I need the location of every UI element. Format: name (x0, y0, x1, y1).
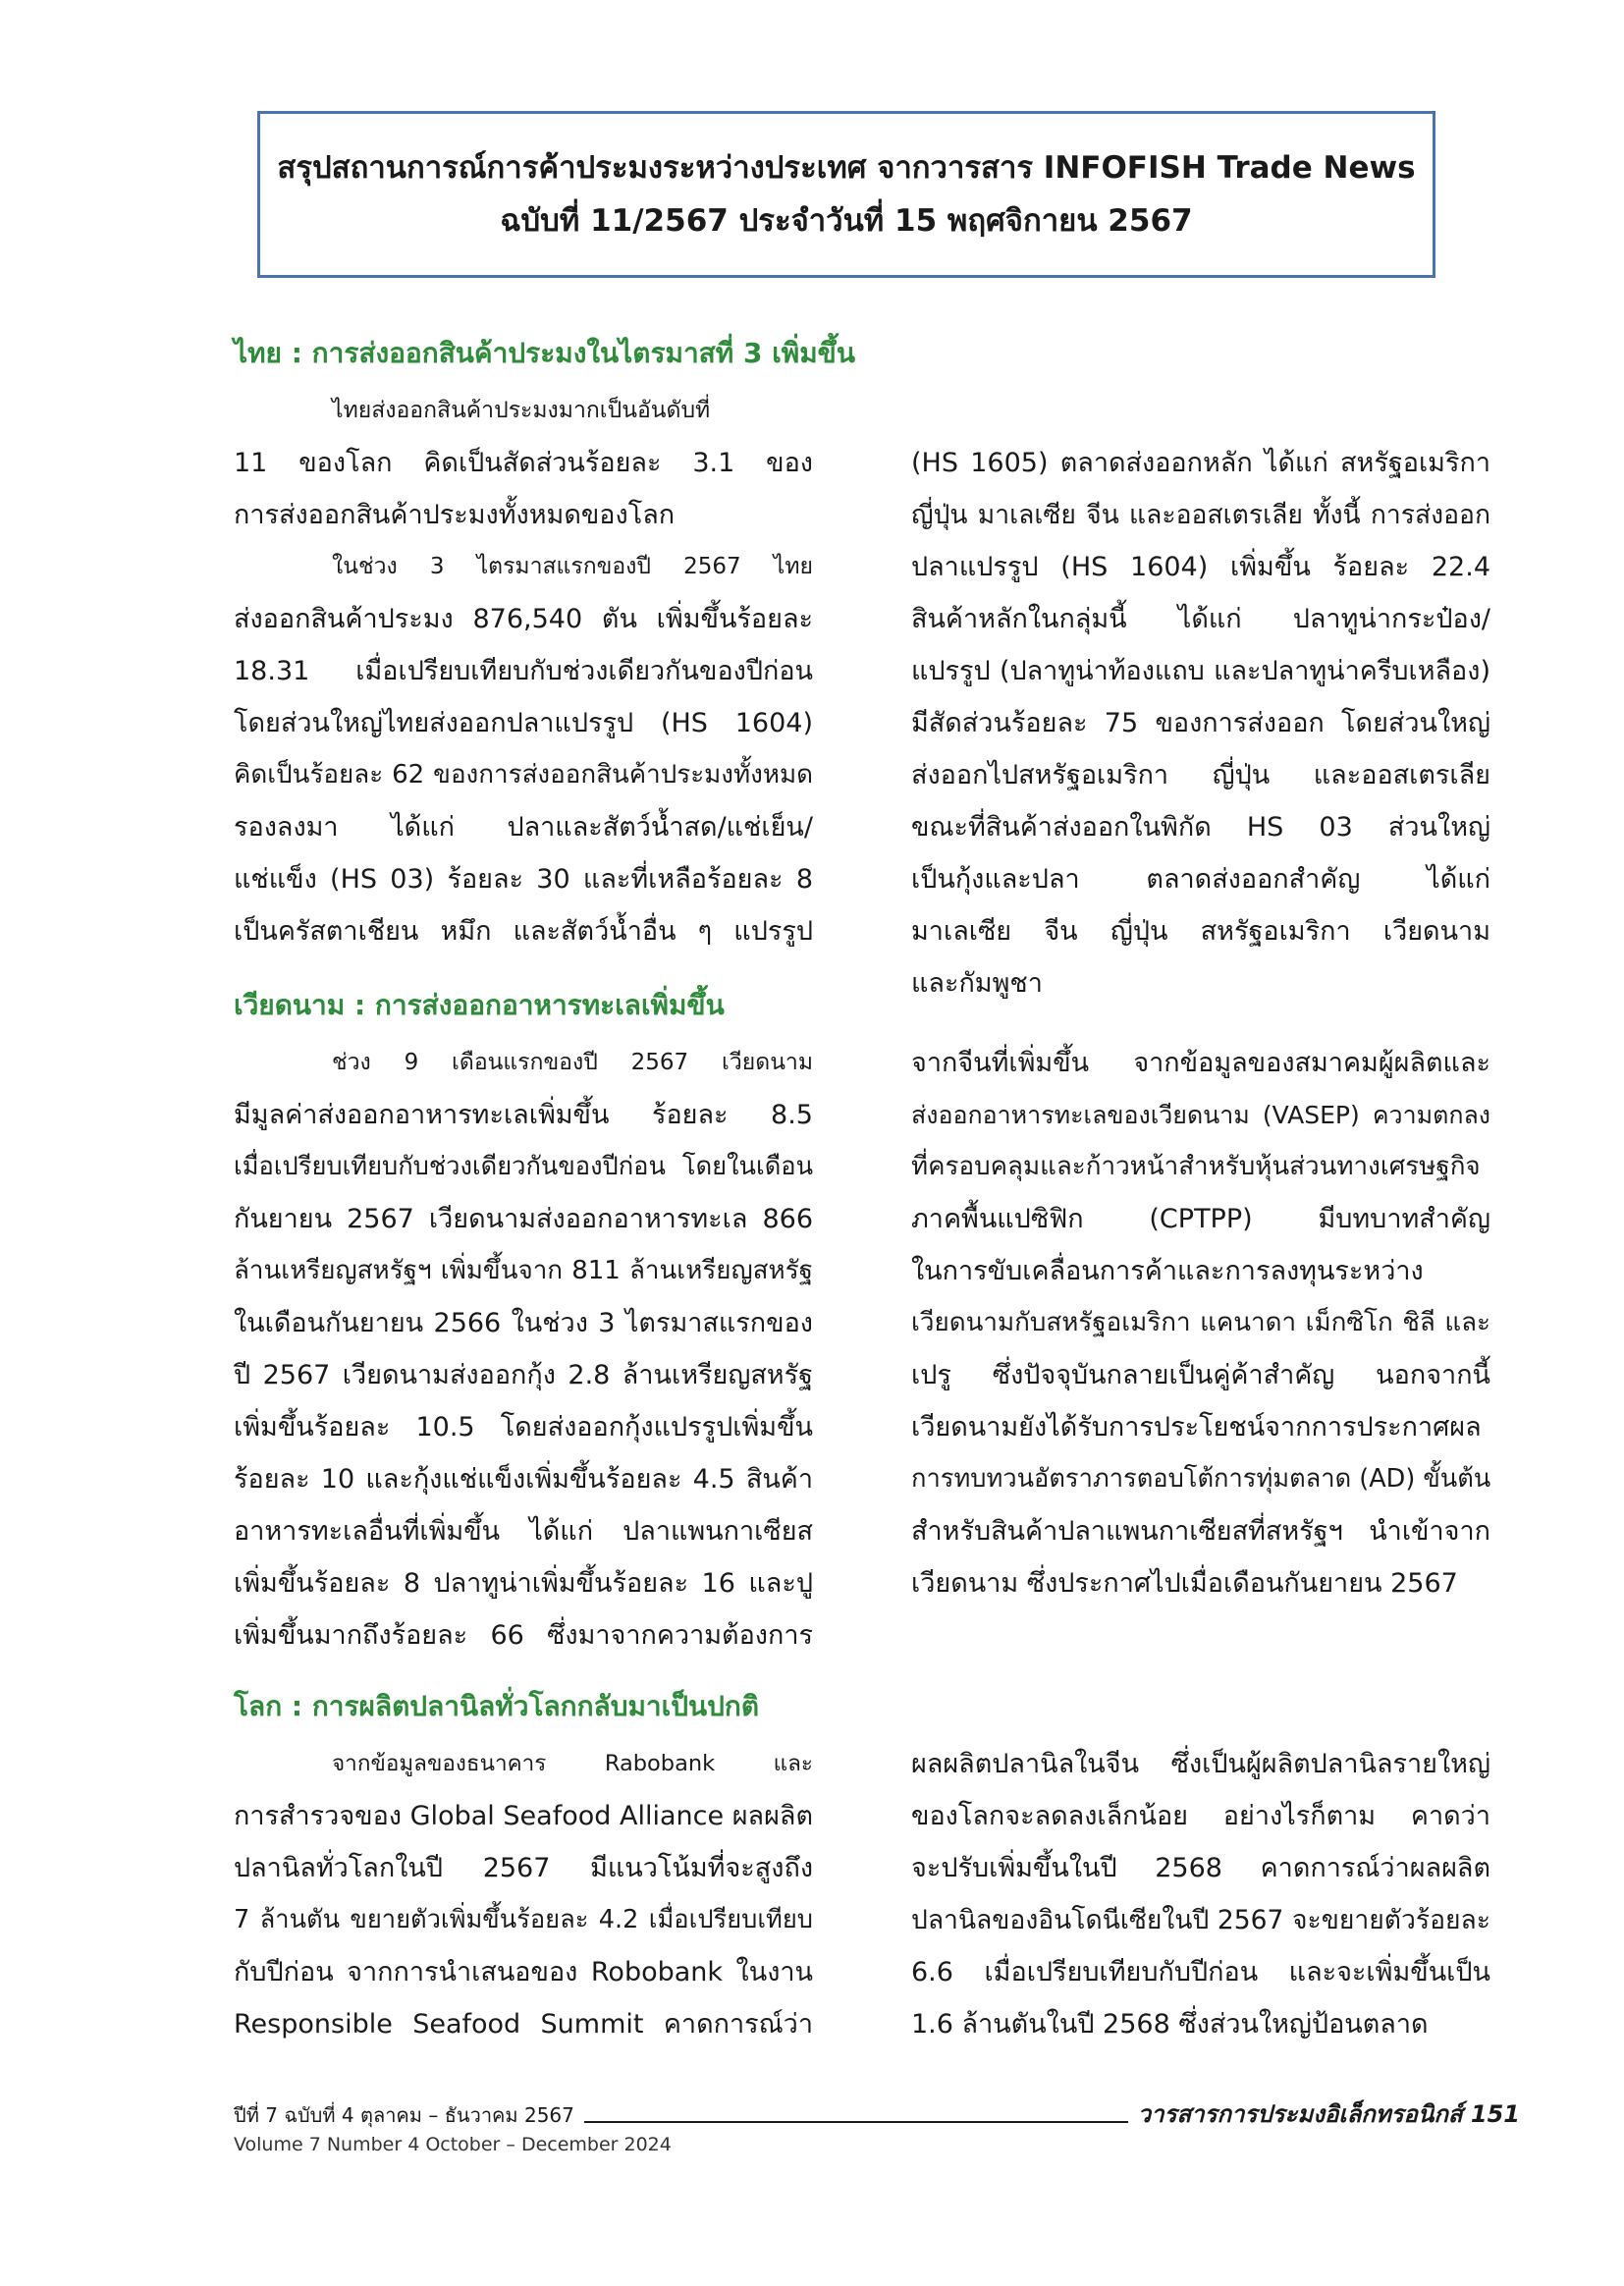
body-text-line: ร้อยละ 10 และกุ้งแช่แข็งเพิ่มขึ้นร้อยละ 4.5 สินค้า (234, 1464, 813, 1495)
body-text-line: เป็นครัสตาเชียน หมึก และสัตว์น้ำอื่น ๆ แปรรูป (234, 916, 813, 947)
body-text-line: โดยส่วนใหญ่ไทยส่งออกปลาแปรรูป (HS 1604) (234, 708, 813, 738)
body-text-line: 18.31 เมื่อเปรียบเทียบกับช่วงเดียวกันของปีก่อน (234, 656, 813, 686)
body-text-line: เพิ่มขึ้นร้อยละ 8 ปลาทูน่าเพิ่มขึ้นร้อยละ 16 และปู (234, 1568, 813, 1599)
body-text-line: คิดเป็นร้อยละ 62 ของการส่งออกสินค้าประมงทั้งหมด (234, 760, 813, 789)
body-text-line: เวียดนามยังได้รับการประโยชน์จากการประกาศผล (911, 1412, 1482, 1442)
page-footer (234, 2099, 1520, 2160)
body-text-line: ญี่ปุ่น มาเลเซีย จีน และออสเตรเลีย ทั้งนี้ การส่งออก (911, 500, 1490, 530)
body-text-line: ปี 2567 เวียดนามส่งออกกุ้ง 2.8 ล้านเหรียญสหรัฐ (234, 1360, 813, 1390)
section-heading: ไทย : การส่งออกสินค้าประมงในไตรมาสที่ 3 เพิ่มขึ้น (234, 337, 855, 369)
body-text-line: สำหรับสินค้าปลาแพนกาเซียสที่สหรัฐฯ นำเข้าจาก (911, 1516, 1490, 1547)
section-vietnam (234, 986, 1490, 1661)
document-title: สรุปสถานการณ์การค้าประมงระหว่างประเทศ จากวารสาร INFOFISH Trade News (277, 150, 1416, 186)
journal-name-page-number: วารสารการประมงอิเล็กทรอนิกส์ 151 (1137, 2100, 1520, 2128)
body-text-line: เวียดนามกับสหรัฐอเมริกา แคนาดา เม็กซิโก ชิลี และ (911, 1308, 1490, 1337)
body-text-line: แช่แข็ง (HS 03) ร้อยละ 30 และที่เหลือร้อยละ 8 (234, 864, 813, 895)
body-text-line: 6.6 เมื่อเปรียบเทียบกับปีก่อน และจะเพิ่มขึ้นเป็น (911, 1957, 1490, 1987)
body-text-line: แปรรูป (ปลาทูน่าท้องแถบ และปลาทูน่าครีบเหลือง) (911, 656, 1490, 686)
body-text-line: ในการขับเคลื่อนการค้าและการลงทุนระหว่าง (911, 1256, 1424, 1286)
body-text-line: Responsible Seafood Summit คาดการณ์ว่า (234, 2009, 813, 2040)
body-text-line: ช่วง 9 เดือนแรกของปี 2567 เวียดนาม (332, 1050, 813, 1075)
body-text-line: ภาคพื้นแปซิฟิก (CPTPP) มีบทบาทสำคัญ (911, 1204, 1490, 1234)
document-subtitle: ฉบับที่ 11/2567 ประจำวันที่ 15 พฤศจิกายน 2567 (500, 203, 1193, 239)
body-text-line: อาหารทะเลอื่นที่เพิ่มขึ้น ได้แก่ ปลาแพนกาเซียส (234, 1516, 813, 1547)
left-column (234, 1738, 813, 2050)
body-text-line: ที่ครอบคลุมและก้าวหน้าสำหรับหุ้นส่วนทางเศรษฐกิจ (911, 1152, 1481, 1181)
body-text-line: จะปรับเพิ่มขึ้นในปี 2568 คาดการณ์ว่าผลผลิต (911, 1853, 1490, 1883)
body-text-line: มาเลเซีย จีน ญี่ปุ่น สหรัฐอเมริกา เวียดนาม (911, 916, 1490, 947)
body-text-line: ปลานิลทั่วโลกในปี 2567 มีแนวโน้มที่จะสูงถึง (234, 1853, 813, 1883)
title-box (257, 111, 1435, 278)
body-text-line: ส่งออกไปสหรัฐอเมริกา ญี่ปุ่น และออสเตรเลีย (911, 760, 1490, 790)
body-text-line: ของโลกจะลดลงเล็กน้อย อย่างไรก็ตาม คาดว่า (911, 1801, 1490, 1831)
body-text-line: เพิ่มขึ้นร้อยละ 10.5 โดยส่งออกกุ้งแปรรูปเพิ่มขึ้น (234, 1412, 813, 1442)
body-text-line: จากจีนที่เพิ่มขึ้น จากข้อมูลของสมาคมผู้ผลิตและ (911, 1048, 1490, 1078)
body-text-line: การทบทวนอัตราภารตอบโต้การทุ่มตลาด (AD) ขั้นต้น (911, 1464, 1491, 1494)
body-text-line: มีมูลค่าส่งออกอาหารทะเลเพิ่มขึ้น ร้อยละ 8.5 (234, 1100, 813, 1130)
body-text-line: สินค้าหลักในกลุ่มนี้ ได้แก่ ปลาทูน่ากระป๋อง/ (911, 604, 1490, 634)
right-column (911, 1738, 1490, 2050)
left-column (234, 1037, 813, 1661)
body-text-line: และกัมพูชา (911, 968, 1043, 999)
body-text-line: ขณะที่สินค้าส่งออกในพิกัด HS 03 ส่วนใหญ่ (911, 812, 1490, 843)
body-text-line: กันยายน 2567 เวียดนามส่งออกอาหารทะเล 866 (234, 1204, 813, 1234)
issue-info-english: Volume 7 Number 4 October – December 2024 (234, 2134, 672, 2155)
body-text-line: รองลงมา ได้แก่ ปลาและสัตว์น้ำสด/แช่เย็น/ (234, 812, 813, 843)
body-text-line: เป็นกุ้งและปลา ตลาดส่งออกสำคัญ ได้แก่ (911, 864, 1490, 895)
body-text-line: 1.6 ล้านตันในปี 2568 ซึ่งส่วนใหญ่ป้อนตลาด (911, 2009, 1429, 2040)
body-text-line: เมื่อเปรียบเทียบกับช่วงเดียวกันของปีก่อน โดยในเดือน (234, 1152, 813, 1181)
body-text-line: ส่งออกอาหารทะเลของเวียดนาม (VASEP) ความตกลง (911, 1101, 1490, 1129)
body-text-line: ผลผลิตปลานิลในจีน ซึ่งเป็นผู้ผลิตปลานิลรายใหญ่ (911, 1749, 1490, 1779)
footer-divider (584, 2121, 1128, 2123)
left-column (234, 385, 813, 1009)
issue-info-thai: ปีที่ 7 ฉบับที่ 4 ตุลาคม – ธันวาคม 2567 (234, 2103, 574, 2127)
body-text-line: ไทยส่งออกสินค้าประมงมากเป็นอันดับที่ (332, 398, 711, 423)
body-text-line: ส่งออกสินค้าประมง 876,540 ตัน เพิ่มขึ้นร้อยละ (234, 604, 813, 634)
body-text-line: จากข้อมูลของธนาคาร Rabobank และ (332, 1751, 813, 1776)
body-text-line: ปลาแปรรูป (HS 1604) เพิ่มขึ้น ร้อยละ 22.4 (911, 552, 1490, 582)
right-column (911, 385, 1490, 1009)
section-world (234, 1687, 1490, 2050)
body-text-line: เวียดนาม ซึ่งประกาศไปเมื่อเดือนกันยายน 2567 (911, 1568, 1458, 1599)
body-text-line: ล้านเหรียญสหรัฐฯ เพิ่มขึ้นจาก 811 ล้านเหรียญสหรัฐ (234, 1256, 813, 1285)
body-text-line: (HS 1605) ตลาดส่งออกหลัก ได้แก่ สหรัฐอเมริกา (911, 448, 1490, 478)
body-text-line: ในช่วง 3 ไตรมาสแรกของปี 2567 ไทย (332, 554, 813, 579)
body-text-line: 11 ของโลก คิดเป็นสัดส่วนร้อยละ 3.1 ของ (234, 448, 813, 478)
section-thailand (234, 334, 1490, 1009)
body-text-line: การส่งออกสินค้าประมงทั้งหมดของโลก (234, 500, 676, 530)
section-heading: โลก : การผลิตปลานิลทั่วโลกกลับมาเป็นปกติ (234, 1690, 760, 1722)
body-text-line: เปรู ซึ่งปัจจุบันกลายเป็นคู่ค้าสำคัญ นอกจากนี้ (911, 1360, 1490, 1390)
body-text-line: ปลานิลของอินโดนีเซียในปี 2567 จะขยายตัวร้อยละ (911, 1905, 1490, 1935)
section-heading: เวียดนาม : การส่งออกอาหารทะเลเพิ่มขึ้น (234, 989, 725, 1021)
body-text-line: ในเดือนกันยายน 2566 ในช่วง 3 ไตรมาสแรกของ (234, 1308, 813, 1338)
body-text-line: มีสัดส่วนร้อยละ 75 ของการส่งออก โดยส่วนใหญ่ (911, 708, 1490, 738)
body-text-line: การสำรวจของ Global Seafood Alliance ผลผลิต (234, 1801, 813, 1831)
body-text-line: เพิ่มขึ้นมากถึงร้อยละ 66 ซึ่งมาจากความต้องการ (234, 1620, 813, 1651)
body-text-line: กับปีก่อน จากการนำเสนอของ Robobank ในงาน (234, 1957, 813, 1987)
right-column (911, 1037, 1490, 1661)
body-text-line: 7 ล้านตัน ขยายตัวเพิ่มขึ้นร้อยละ 4.2 เมื่อเปรียบเทียบ (234, 1905, 813, 1934)
